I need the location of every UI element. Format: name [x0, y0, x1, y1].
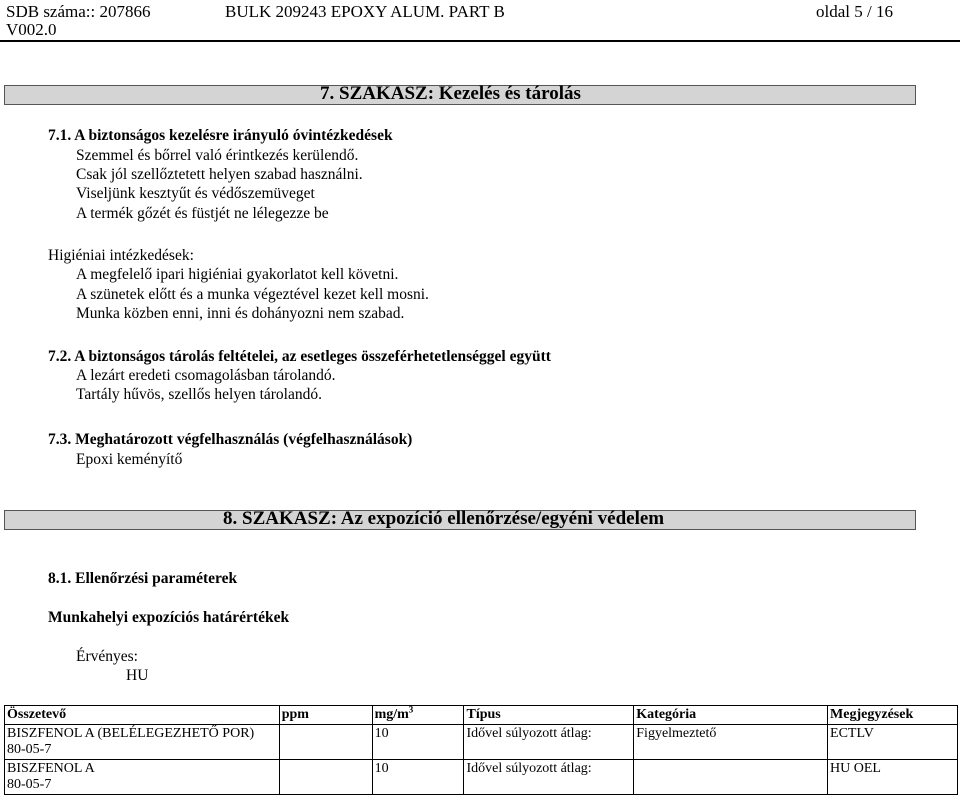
col-category: Kategória	[634, 706, 828, 725]
s71-line: A termék gőzét és füstjét ne lélegezze be	[76, 205, 329, 222]
cell-ppm	[279, 760, 372, 795]
cell-component	[5, 725, 280, 760]
s71-heading: 7.1. A biztonságos kezelésre irányuló óvintézkedések	[48, 127, 393, 144]
s71-line: Szemmel és bőrrel való érintkezés kerülendő.	[76, 147, 359, 164]
sdb-number: SDB száma:: 207866	[6, 2, 151, 21]
s72-line: Tartály hűvös, szellős helyen tárolandó.	[76, 386, 322, 403]
exposure-limits-table	[4, 705, 958, 795]
limits-heading: Munkahelyi expozíciós határértékek	[48, 609, 290, 626]
cell-category: Figyelmeztető	[634, 725, 828, 760]
cell-component	[5, 760, 280, 795]
cell-remarks: ECTLV	[828, 725, 958, 760]
cell-category	[634, 760, 828, 795]
col-mgm3-label: mg/m	[374, 707, 409, 722]
hygiene-label: Higiéniai intézkedések:	[48, 247, 194, 264]
hygiene-line: A megfelelő ipari higiéniai gyakorlatot kell követni.	[76, 266, 399, 283]
s72-heading: 7.2. A biztonságos tárolás feltételei, az esetleges összeférhetetlenséggel együtt	[48, 348, 551, 365]
component-cas: 80-05-7	[7, 777, 52, 792]
hygiene-line: A szünetek előtt és a munka végeztével kezet kell mosni.	[76, 286, 429, 303]
s71-line: Viseljünk kesztyűt és védőszemüveget	[76, 185, 315, 202]
component-cas: 80-05-7	[7, 742, 52, 757]
component-name: BISZFENOL A (BELÉLEGEZHETŐ POR)	[7, 726, 255, 741]
version: V002.0	[6, 20, 57, 39]
col-type: Típus	[464, 706, 634, 725]
cell-remarks: HU OEL	[828, 760, 958, 795]
page-number: oldal 5 / 16	[816, 2, 893, 21]
cell-type: Idővel súlyozott átlag:	[464, 725, 634, 760]
section8-title: 8. SZAKASZ: Az expozíció ellenőrzése/egyéni védelem	[223, 508, 665, 529]
product-name: BULK 209243 EPOXY ALUM. PART B	[225, 2, 505, 21]
s71-line: Csak jól szellőztetett helyen szabad használni.	[76, 166, 363, 183]
s73-heading: 7.3. Meghatározott végfelhasználás (végfelhasználások)	[48, 431, 413, 448]
cell-type: Idővel súlyozott átlag:	[464, 760, 634, 795]
table-row	[5, 725, 958, 760]
cell-mgm3: 10	[372, 725, 464, 760]
col-component: Összetevő	[5, 706, 280, 725]
header-rule	[0, 40, 960, 42]
s81-heading: 8.1. Ellenőrzési paraméterek	[48, 570, 238, 587]
table-row	[5, 760, 958, 795]
col-mgm3	[372, 706, 464, 725]
section7-title: 7. SZAKASZ: Kezelés és tárolás	[320, 83, 581, 104]
cell-mgm3: 10	[372, 760, 464, 795]
col-ppm: ppm	[279, 706, 372, 725]
table-header-row	[5, 706, 958, 725]
valid-label: Érvényes:	[76, 648, 138, 665]
hygiene-line: Munka közben enni, inni és dohányozni nem szabad.	[76, 305, 405, 322]
cell-ppm	[279, 725, 372, 760]
component-name: BISZFENOL A	[7, 761, 95, 776]
col-remarks: Megjegyzések	[828, 706, 958, 725]
s72-line: A lezárt eredeti csomagolásban tárolandó.	[76, 367, 336, 384]
s73-line: Epoxi keményítő	[76, 451, 183, 468]
col-mgm3-sup: 3	[408, 704, 414, 715]
valid-value: HU	[126, 667, 149, 684]
